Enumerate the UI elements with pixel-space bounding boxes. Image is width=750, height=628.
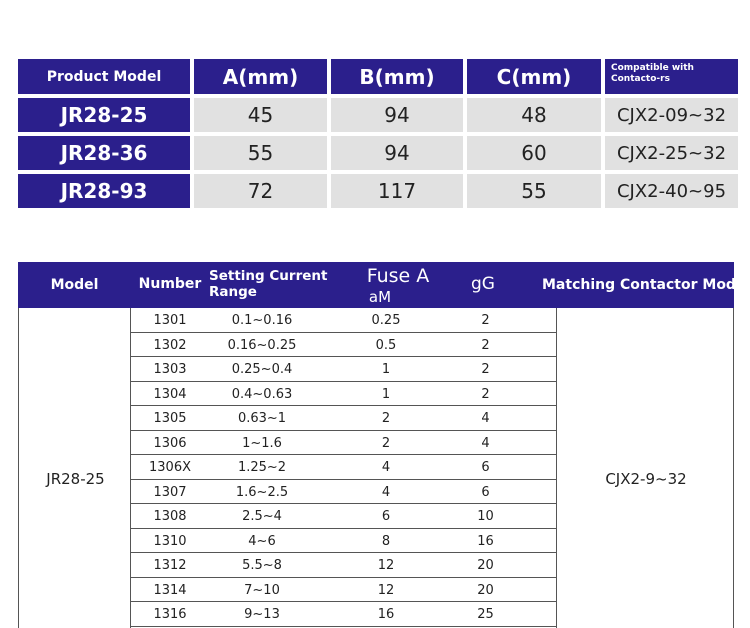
table-row <box>131 357 556 382</box>
row-fuse-gg: 2 <box>481 337 490 353</box>
row-fuse-am: 0.5 <box>375 337 397 353</box>
model-value: JR28-25 <box>46 470 105 488</box>
row-fuse-am: 0.25 <box>371 313 401 328</box>
header-setting-current-range: Setting Current Range <box>209 268 328 300</box>
row2-compatible: CJX2-25~32 <box>605 136 738 170</box>
row3-c: 55 <box>467 174 601 208</box>
row-fuse-gg: 10 <box>477 509 494 524</box>
row-current-range: 9~13 <box>244 607 280 622</box>
row-current-range: 0.63~1 <box>237 411 287 426</box>
row-fuse-am: 2 <box>381 411 391 426</box>
settings-rows <box>131 308 556 627</box>
row-number: 1301 <box>153 313 187 328</box>
row-current-range: 2.5~4 <box>242 509 282 524</box>
row1-b: 94 <box>331 98 463 132</box>
row2-a: 55 <box>194 136 327 170</box>
table-row <box>131 553 556 578</box>
row2-c: 60 <box>467 136 601 170</box>
row-fuse-gg: 2 <box>481 386 490 402</box>
row-fuse-am: 12 <box>377 582 395 598</box>
table-row <box>131 308 556 333</box>
row-fuse-gg: 2 <box>481 313 490 328</box>
row-fuse-gg: 25 <box>477 607 494 622</box>
row-fuse-am: 12 <box>377 558 395 573</box>
row-current-range: 0.1~0.16 <box>231 313 293 328</box>
row-fuse-am: 16 <box>377 607 395 622</box>
row2-model: JR28-36 <box>18 136 190 170</box>
row-number: 1312 <box>153 558 187 573</box>
row1-c: 48 <box>467 98 601 132</box>
table-row <box>131 529 556 554</box>
row-fuse-am: 8 <box>381 533 391 549</box>
row1-model: JR28-25 <box>18 98 190 132</box>
row-number: 1307 <box>153 484 187 500</box>
row-number: 1304 <box>153 386 187 402</box>
row-current-range: 0.25~0.4 <box>231 362 293 377</box>
row-fuse-am: 4 <box>381 460 391 475</box>
row-current-range: 1.25~2 <box>237 460 287 475</box>
table-row <box>131 480 556 505</box>
header-c-mm: C(mm) <box>467 59 601 94</box>
header-am: aM <box>368 288 392 306</box>
table-row <box>131 382 556 407</box>
row-number: 1303 <box>153 362 187 377</box>
row-fuse-am: 1 <box>381 362 391 377</box>
header-product-model: Product Model <box>18 59 190 94</box>
row-current-range: 1.6~2.5 <box>235 484 289 500</box>
row-fuse-gg: 4 <box>481 435 490 451</box>
header-a-mm: A(mm) <box>194 59 327 94</box>
settings-table-header <box>18 262 750 308</box>
row-current-range: 0.16~0.25 <box>227 337 297 353</box>
model-cell <box>18 308 131 628</box>
row-number: 1310 <box>153 533 187 549</box>
row-number: 1305 <box>153 411 187 426</box>
table-row <box>131 504 556 529</box>
row-fuse-am: 6 <box>381 509 391 524</box>
header-matching-contactor-model: Matching Contactor Model <box>542 277 750 293</box>
row-number: 1314 <box>153 582 187 598</box>
row-number: 1306X <box>149 460 191 475</box>
header-compatible-contactors: Compatible with Contacto-rs <box>605 59 738 94</box>
header-gg: gG <box>471 274 495 294</box>
row-current-range: 0.4~0.63 <box>231 386 293 402</box>
table-row <box>131 578 556 603</box>
row1-a: 45 <box>194 98 327 132</box>
table-row <box>131 431 556 456</box>
row2-b: 94 <box>331 136 463 170</box>
matching-contactor-value: CJX2-9~32 <box>605 470 687 488</box>
table-row <box>131 333 556 358</box>
table-row <box>131 406 556 431</box>
row3-model: JR28-93 <box>18 174 190 208</box>
row-number: 1316 <box>153 607 187 622</box>
row-number: 1308 <box>153 509 187 524</box>
row-fuse-am: 4 <box>381 484 391 500</box>
header-number: Number <box>138 276 202 292</box>
matching-contactor-cell <box>556 308 734 628</box>
header-model: Model <box>50 277 99 293</box>
row-current-range: 1~1.6 <box>242 435 282 451</box>
row3-a: 72 <box>194 174 327 208</box>
settings-table-body <box>18 308 734 628</box>
header-b-mm: B(mm) <box>331 59 463 94</box>
row-current-range: 4~6 <box>248 533 276 549</box>
row-fuse-gg: 2 <box>481 362 490 377</box>
row-fuse-gg: 20 <box>477 582 494 598</box>
table-row <box>131 455 556 480</box>
row-fuse-gg: 4 <box>481 411 490 426</box>
row-number: 1302 <box>153 337 187 353</box>
row-fuse-am: 1 <box>381 386 391 402</box>
row3-compatible: CJX2-40~95 <box>605 174 738 208</box>
row1-compatible: CJX2-09~32 <box>605 98 738 132</box>
row-fuse-gg: 20 <box>477 558 494 573</box>
row-fuse-gg: 6 <box>481 460 490 475</box>
row-fuse-gg: 16 <box>477 533 494 549</box>
row-number: 1306 <box>153 435 187 451</box>
row3-b: 117 <box>331 174 463 208</box>
row-current-range: 7~10 <box>244 582 280 598</box>
dimensions-table <box>18 59 738 208</box>
row-current-range: 5.5~8 <box>242 558 282 573</box>
row-fuse-am: 2 <box>381 435 391 451</box>
header-fuse-a: Fuse A <box>366 265 430 287</box>
row-fuse-gg: 6 <box>481 484 490 500</box>
